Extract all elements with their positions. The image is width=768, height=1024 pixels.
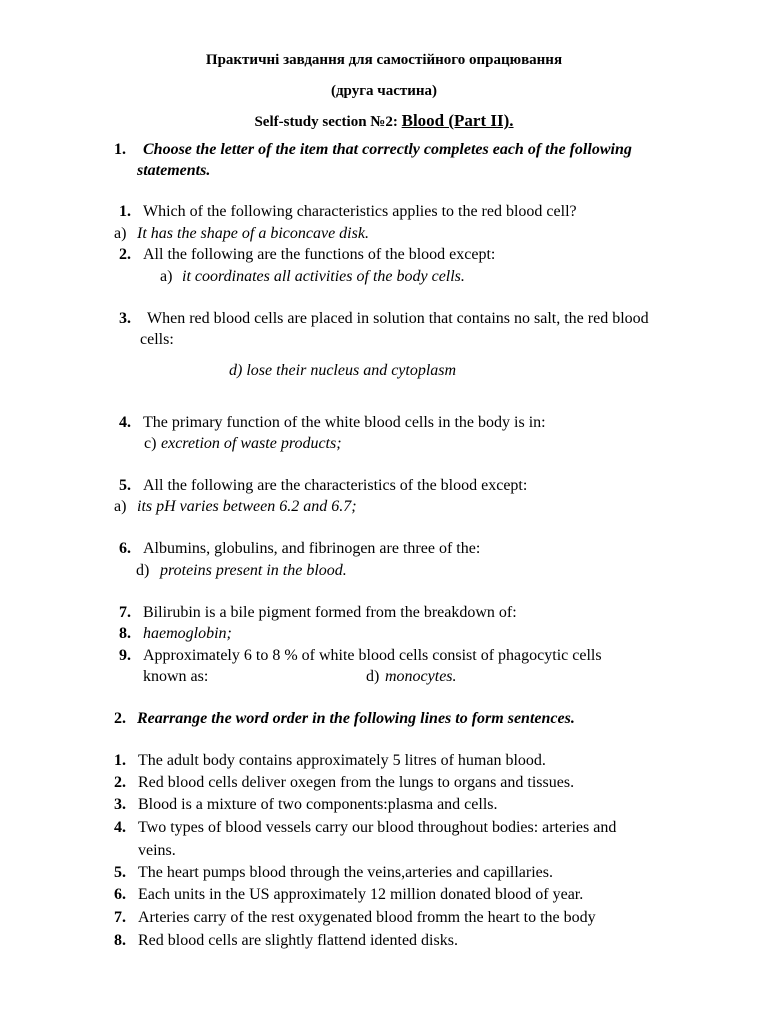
t2-item4-text: Two types of blood vessels carry our blood throughout bodies: arteries and <box>138 819 617 836</box>
q5-number: 5. <box>119 477 131 494</box>
task2-number: 2. <box>114 710 126 727</box>
t2-item2-number: 2. <box>114 774 126 791</box>
t2-item5-text: The heart pumps blood through the veins,arteries and capillaries. <box>138 864 553 881</box>
q7-number: 7. <box>119 604 131 621</box>
t2-item6-number: 6. <box>114 886 126 903</box>
q2-text: All the following are the functions of the blood except: <box>143 246 496 263</box>
q1-number: 1. <box>119 203 131 220</box>
q3-answer: d) lose their nucleus and cytoplasm <box>229 362 457 379</box>
q5-text: All the following are the characteristics of the blood except: <box>143 477 528 494</box>
t2-item7-number: 7. <box>114 909 126 926</box>
q2-number: 2. <box>119 246 131 263</box>
q4-answer: excretion of waste products; <box>161 435 342 452</box>
q1-answer: It has the shape of a biconcave disk. <box>137 225 369 242</box>
q2-answer-letter: a) <box>160 268 173 285</box>
t2-item1-text: The adult body contains approximately 5 litres of human blood. <box>138 752 546 769</box>
t2-item3-number: 3. <box>114 796 126 813</box>
t2-item7-text: Arteries carry of the rest oxygenated blood fromm the heart to the body <box>138 909 596 926</box>
q3-number: 3. <box>119 310 131 327</box>
q3-text-line2: cells: <box>140 331 174 348</box>
q9-text-line2: known as: <box>143 668 209 685</box>
q1-answer-letter: a) <box>114 225 127 242</box>
q8-number: 8. <box>119 625 131 642</box>
q9-answer-letter: d) <box>366 668 380 685</box>
section-prefix: Self-study section №2: <box>254 114 402 130</box>
q9-number: 9. <box>119 647 131 664</box>
q9-answer: monocytes. <box>385 668 457 685</box>
q5-answer: its pH varies between 6.2 and 6.7; <box>137 498 357 515</box>
t2-item6-text: Each units in the US approximately 12 million donated blood of year. <box>138 886 584 903</box>
q9-text-line1: Approximately 6 to 8 % of white blood cells consist of phagocytic cells <box>143 647 602 664</box>
q6-text: Albumins, globulins, and fibrinogen are three of the: <box>143 540 481 557</box>
q2-answer: it coordinates all activities of the body cells. <box>182 268 465 285</box>
section-topic: Blood (Part II). <box>401 111 514 130</box>
q3-text-line1: When red blood cells are placed in solution that contains no salt, the red blood <box>147 310 649 327</box>
t2-item5-number: 5. <box>114 864 126 881</box>
t2-item2-text: Red blood cells deliver oxegen from the lungs to organs and tissues. <box>138 774 575 791</box>
q8-text: haemoglobin; <box>143 625 232 642</box>
task1-number: 1. <box>114 141 126 158</box>
q4-number: 4. <box>119 414 131 431</box>
t2-item4-number: 4. <box>114 819 126 836</box>
q5-answer-letter: a) <box>114 498 127 515</box>
page-title: Практичні завдання для самостійного опрацювання <box>205 52 563 68</box>
task1-instruction-line1: Choose the letter of the item that correctly completes each of the following <box>143 141 632 158</box>
section-heading <box>0 111 768 131</box>
task2-instruction: Rearrange the word order in the following lines to form sentences. <box>137 710 575 727</box>
q6-answer: proteins present in the blood. <box>160 562 347 579</box>
t2-item3-text: Blood is a mixture of two components:plasma and cells. <box>138 796 498 813</box>
q1-text: Which of the following characteristics applies to the red blood cell? <box>143 203 577 220</box>
t2-item8-text: Red blood cells are slightly flattend idented disks. <box>138 932 458 949</box>
q6-number: 6. <box>119 540 131 557</box>
t2-item4-text-line2: veins. <box>138 842 176 859</box>
page-subtitle: (друга частина) <box>330 83 438 99</box>
q4-text: The primary function of the white blood cells in the body is in: <box>143 414 546 431</box>
t2-item1-number: 1. <box>114 752 126 769</box>
q4-answer-letter: c) <box>144 435 157 452</box>
q7-text: Bilirubin is a bile pigment formed from the breakdown of: <box>143 604 517 621</box>
task1-instruction-line2: statements. <box>137 162 211 179</box>
t2-item8-number: 8. <box>114 932 126 949</box>
q6-answer-letter: d) <box>136 562 150 579</box>
